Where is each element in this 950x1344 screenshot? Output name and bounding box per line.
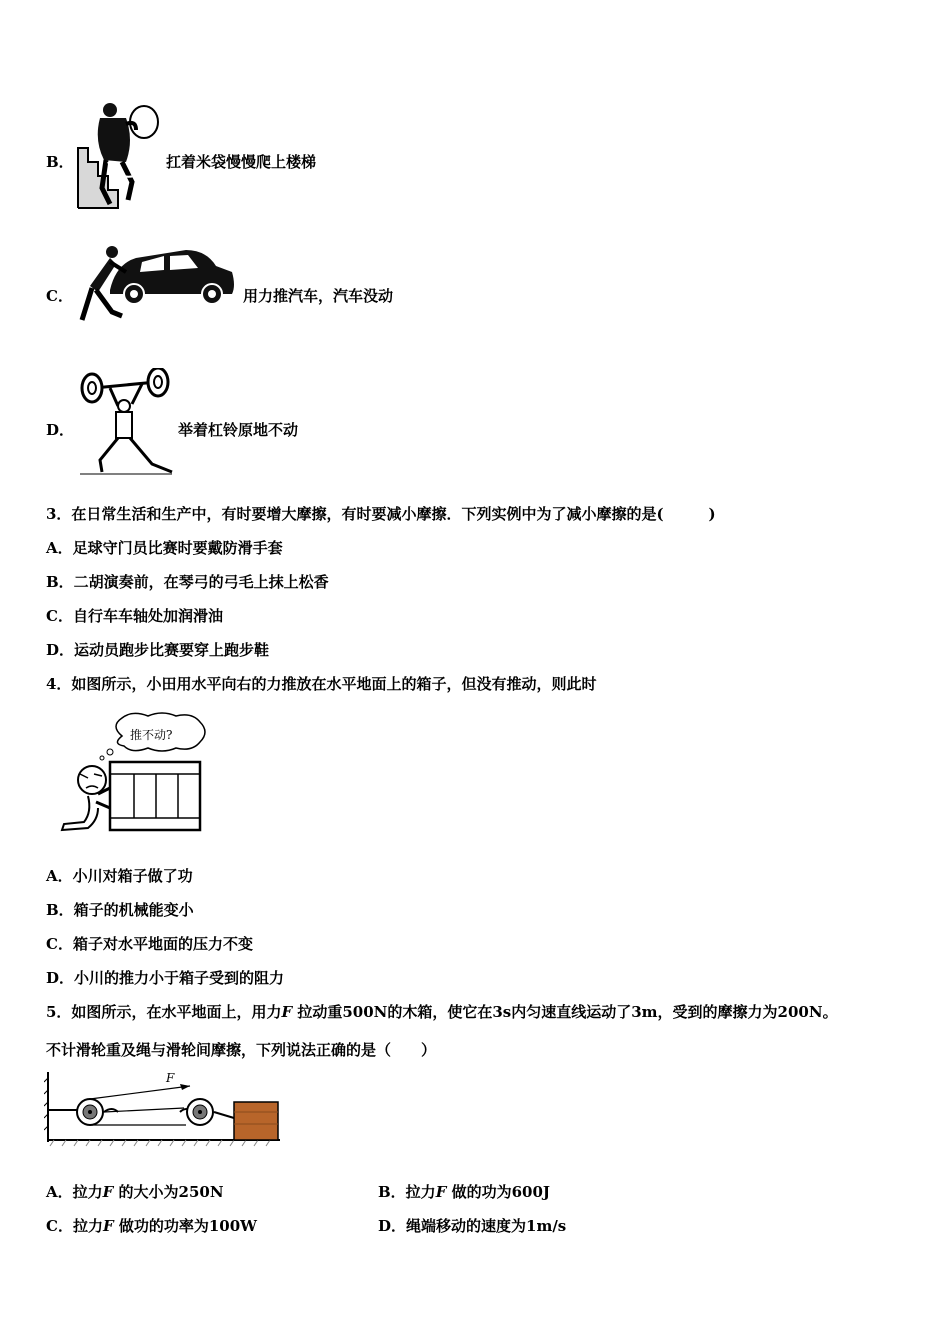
- force-label-f: F: [166, 1071, 175, 1085]
- q2-option-d-text: 举着杠铃原地不动: [178, 421, 299, 439]
- man-holding-barbell-icon: [76, 368, 174, 478]
- q3-option-b: B．二胡演奏前，在琴弓的弓毛上抹上松香: [46, 573, 329, 591]
- q4-option-b: B．箱子的机械能变小: [46, 901, 194, 919]
- q5-option-d: D．绳端移动的速度为1m/s: [378, 1217, 567, 1235]
- q3-option-d: D．运动员跑步比赛要穿上跑步鞋: [46, 641, 270, 659]
- q3-option-c: C．自行车车轴处加润滑油: [46, 607, 223, 625]
- q5-option-b: B．拉力F 做的功为600J: [378, 1183, 550, 1201]
- q2-option-c-letter: C．: [46, 287, 73, 305]
- speech-bubble-text: 推不动?: [130, 728, 173, 742]
- q5-stem: 5．如图所示，在水平地面上，用力F 拉动重500N的木箱，使它在3s内匀速直线运动了3m，受到的摩擦力为200N。: [46, 1003, 838, 1021]
- q4-option-c: C．箱子对水平地面的压力不变: [46, 935, 253, 953]
- man-carrying-rice-bag-up-stairs-icon: [74, 100, 162, 212]
- pulley-system-figure: [44, 1068, 282, 1148]
- q3-option-a: A．足球守门员比赛时要戴防滑手套: [46, 539, 283, 557]
- man-pushing-car-icon: [76, 242, 238, 326]
- q4-option-d: D．小川的推力小于箱子受到的阻力: [46, 969, 285, 987]
- q4-option-a: A．小川对箱子做了功: [46, 867, 193, 885]
- q2-option-b-letter: B．: [46, 153, 74, 171]
- q3-stem: 3．在日常生活和生产中，有时要增大摩擦，有时要减小摩擦．下列实例中为了减小摩擦的是( ): [46, 505, 716, 523]
- q4-stem: 4．如图所示，小田用水平向右的力推放在水平地面上的箱子，但没有推动，则此时: [46, 675, 597, 693]
- q2-option-b-text: 扛着米袋慢慢爬上楼梯: [166, 153, 317, 171]
- q5-option-c: C．拉力F 做功的功率为100W: [46, 1217, 258, 1235]
- q2-option-c-text: 用力推汽车，汽车没动: [243, 287, 394, 305]
- q5-option-a: A．拉力F 的大小为250N: [46, 1183, 224, 1201]
- q5-stem-continued: 不计滑轮重及绳与滑轮间摩擦，下列说法正确的是（ ）: [46, 1041, 437, 1059]
- q2-option-d-letter: D．: [46, 421, 75, 439]
